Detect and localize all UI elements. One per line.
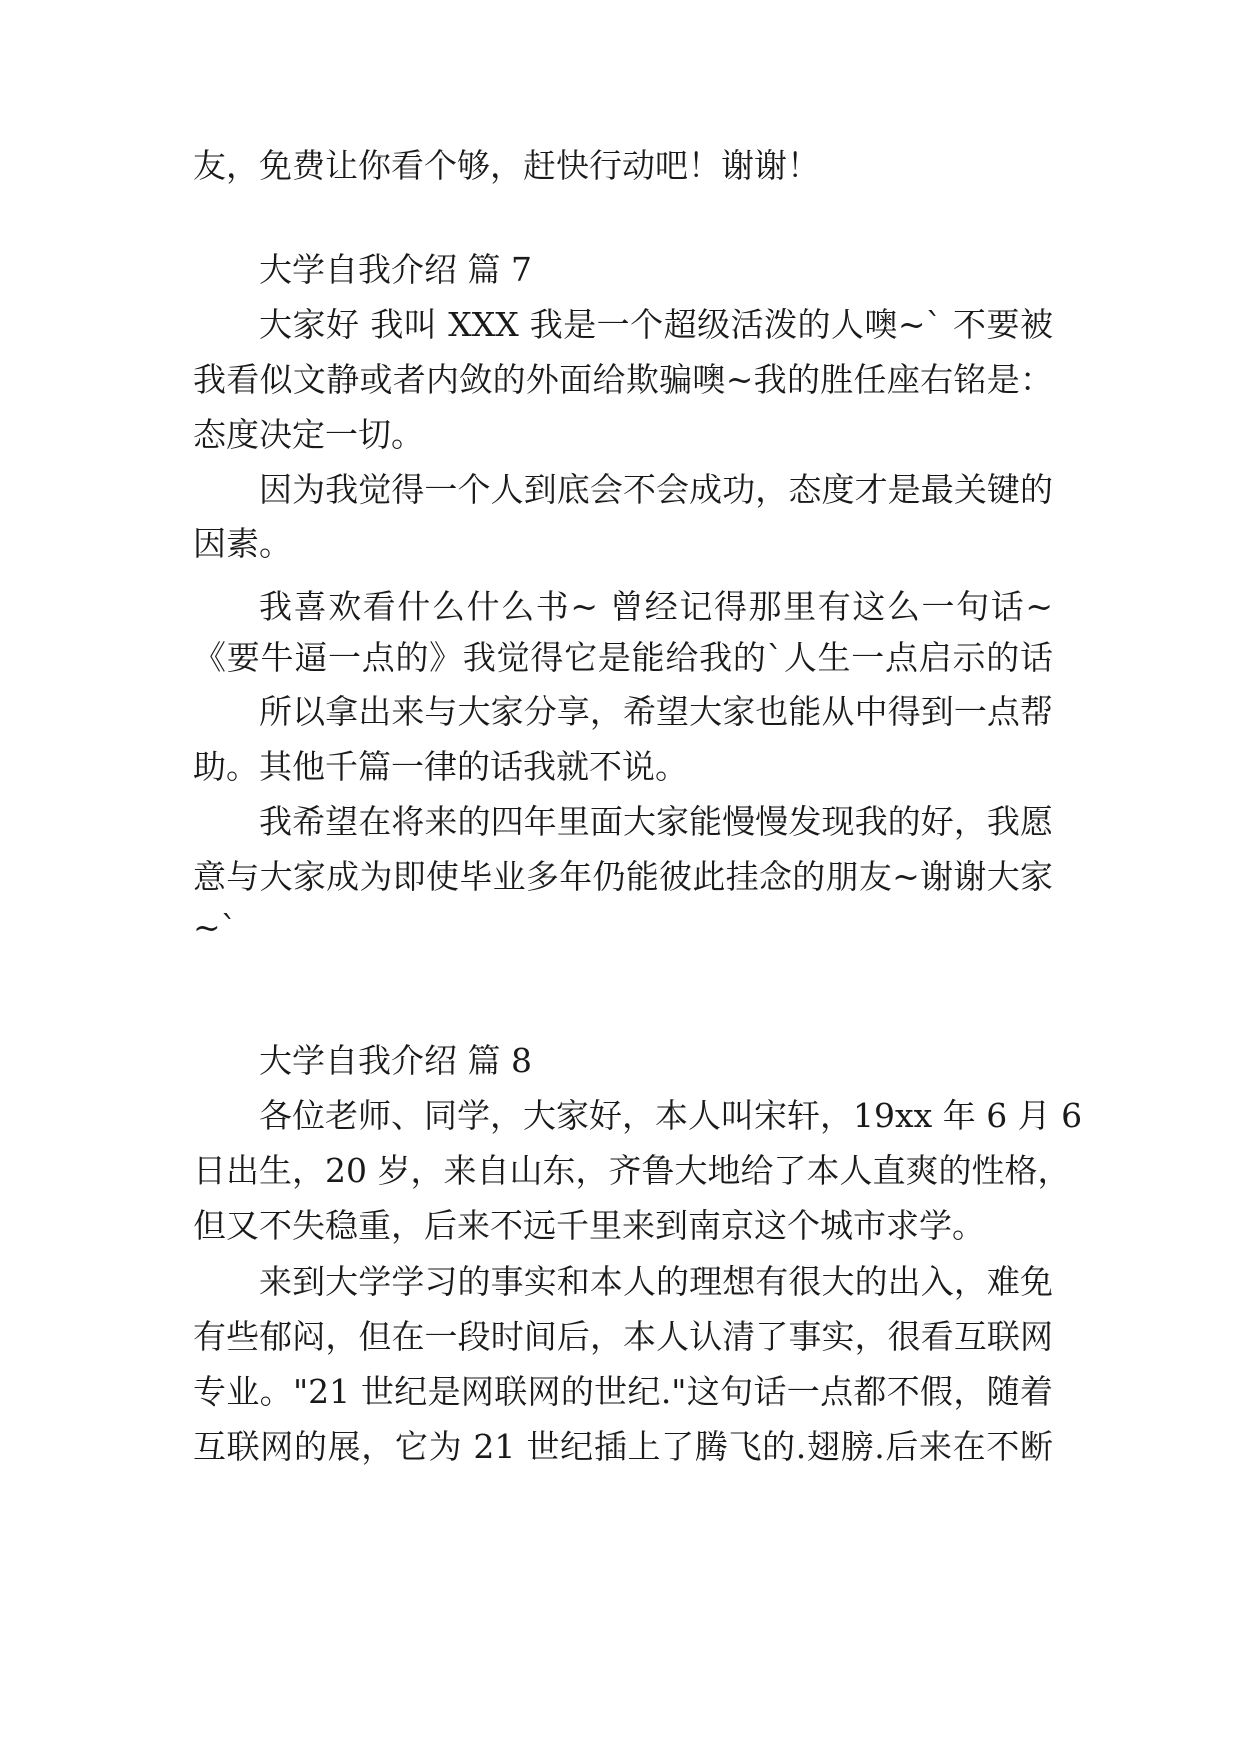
text-line: 大家好 我叫 XXX 我是一个超级活泼的人噢~` 不要被 bbox=[259, 305, 1053, 344]
text-line: ~` bbox=[193, 908, 238, 947]
section-heading: 大学自我介绍 篇 8 bbox=[259, 1041, 532, 1080]
text-line: 态度决定一切。 bbox=[193, 415, 424, 454]
text-line: 《要牛逼一点的》我觉得它是能给我的`人生一点启示的话 bbox=[193, 638, 1053, 677]
text-line: 互联网的展，它为 21 世纪插上了腾飞的.翅膀.后来在不断 bbox=[193, 1427, 1053, 1466]
text-line: 我喜欢看什么什么书~ 曾经记得那里有这么一句话~ bbox=[259, 587, 1053, 626]
section-heading: 大学自我介绍 篇 7 bbox=[259, 250, 532, 289]
text-line: 意与大家成为即使毕业多年仍能彼此挂念的朋友~谢谢大家 bbox=[193, 857, 1053, 896]
text-line: 专业。"21 世纪是网联网的世纪."这句话一点都不假，随着 bbox=[193, 1372, 1053, 1411]
text-line: 有些郁闷，但在一段时间后，本人认清了事实，很看互联网 bbox=[193, 1317, 1053, 1356]
text-line: 我看似文静或者内敛的外面给欺骗噢~我的胜任座右铭是： bbox=[193, 360, 1053, 399]
text-line: 日出生，20 岁，来自山东，齐鲁大地给了本人直爽的性格， bbox=[193, 1151, 1071, 1190]
text-line: 因素。 bbox=[193, 524, 292, 563]
text-line: 因为我觉得一个人到底会不会成功，态度才是最关键的 bbox=[259, 470, 1053, 509]
text-line: 各位老师、同学，大家好，本人叫宋轩，19xx 年 6 月 6 bbox=[259, 1096, 1083, 1135]
text-line: 来到大学学习的事实和本人的理想有很大的出入，难免 bbox=[259, 1262, 1053, 1301]
text-line: 我希望在将来的四年里面大家能慢慢发现我的好，我愿 bbox=[259, 802, 1053, 841]
text-line: 所以拿出来与大家分享，希望大家也能从中得到一点帮 bbox=[259, 692, 1053, 731]
text-line: 友，免费让你看个够，赶快行动吧！谢谢！ bbox=[193, 146, 820, 185]
text-line: 但又不失稳重，后来不远千里来到南京这个城市求学。 bbox=[193, 1206, 985, 1245]
text-line: 助。其他千篇一律的话我就不说。 bbox=[193, 747, 688, 786]
